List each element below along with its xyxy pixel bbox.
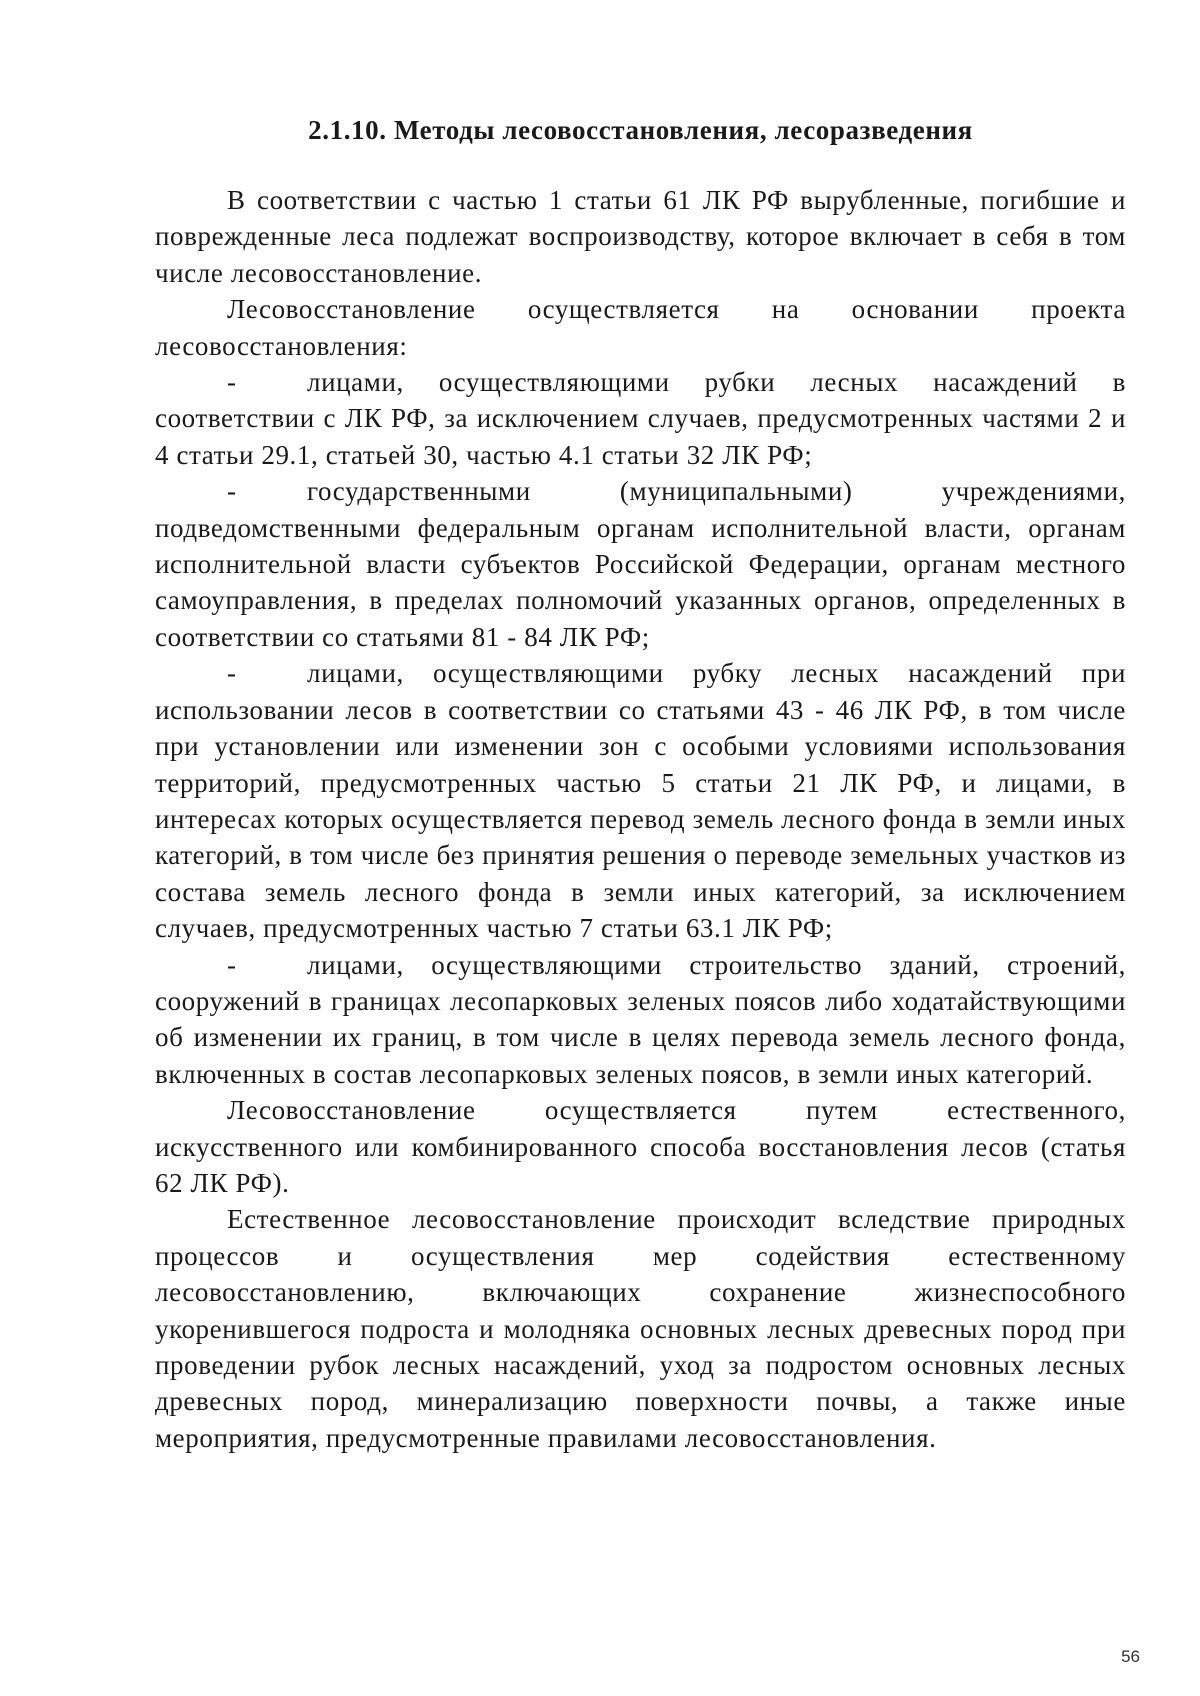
document-body (155, 112, 1126, 1456)
bullet-item (155, 655, 1126, 946)
paragraph: Лесовосстановление осуществляется путем естественного, искусственного или комбинированного способа восстановления лесов (статья 62 ЛК РФ). (155, 1095, 1126, 1198)
section-title: 2.1.10. Методы лесовосстановления, лесоразведения (308, 115, 973, 145)
bullet-dash: - (227, 367, 237, 398)
paragraph: Лесовосстановление осуществляется на основании проекта лесовосстановления: (155, 294, 1126, 361)
bullet-dash: - (227, 476, 237, 507)
bullet-text: лицами, осуществляющими рубки лесных насаждений в соответствии с ЛК РФ, за исключением случаев, предусмотренных частями 2 и 4 статьи 29.1, статьей 30, частью 4.1 статьи 32 ЛК РФ; (155, 367, 1126, 470)
bullet-text: лицами, осуществляющими рубку лесных насаждений при использовании лесов в соответствии со статьями 43 - 46 ЛК РФ, в том числе при установлении или изменении зон с особыми условиями использования территорий, предусмотренных частью 5 статьи 21 ЛК РФ, и лицами, в интересах которых осуществляется перевод земель лесного фонда в земли иных категорий, в том числе без принятия решения о переводе земельных участков из состава земель лесного фонда в земли иных категорий, за исключением случаев, предусмотренных частью 7 статьи 63.1 ЛК РФ; (155, 658, 1126, 944)
bullet-item (155, 947, 1126, 1093)
page-number: 56 (1121, 1647, 1140, 1666)
bullet-dash: - (227, 658, 237, 689)
bullet-item (155, 364, 1126, 473)
bullet-dash: - (227, 949, 237, 980)
paragraph: В соответствии с частью 1 статьи 61 ЛК РФ вырубленные, погибшие и поврежденные леса подлежат воспроизводству, которое включает в себя в том числе лесовосстановление. (155, 185, 1126, 288)
paragraph: Естественное лесовосстановление происходит вследствие природных процессов и осуществления мер содействия естественному лесовосстановлению, включающих сохранение жизнеспособного укоренившегося подроста и молодняка основных лесных древесных пород при проведении рубок лесных насаждений, уход за подростом основных лесных древесных пород, минерализацию поверхности почвы, а также иные мероприятия, предусмотренные правилами лесовосстановления. (155, 1204, 1126, 1453)
bullet-item (155, 473, 1126, 655)
bullet-text: лицами, осуществляющими строительство зданий, строений, сооружений в границах лесопарковых зеленых поясов либо ходатайствующими об изменении их границ, в том числе в целях перевода земель лесного фонда, включенных в состав лесопарковых зеленых поясов, в земли иных категорий. (155, 949, 1126, 1089)
bullet-text: государственными (муниципальными) учреждениями, подведомственными федеральным органам исполнительной власти, органам исполнительной власти субъектов Российской Федерации, органам местного самоуправления, в пределах полномочий указанных органов, определенных в соответствии со статьями 81 - 84 ЛК РФ; (155, 476, 1126, 652)
